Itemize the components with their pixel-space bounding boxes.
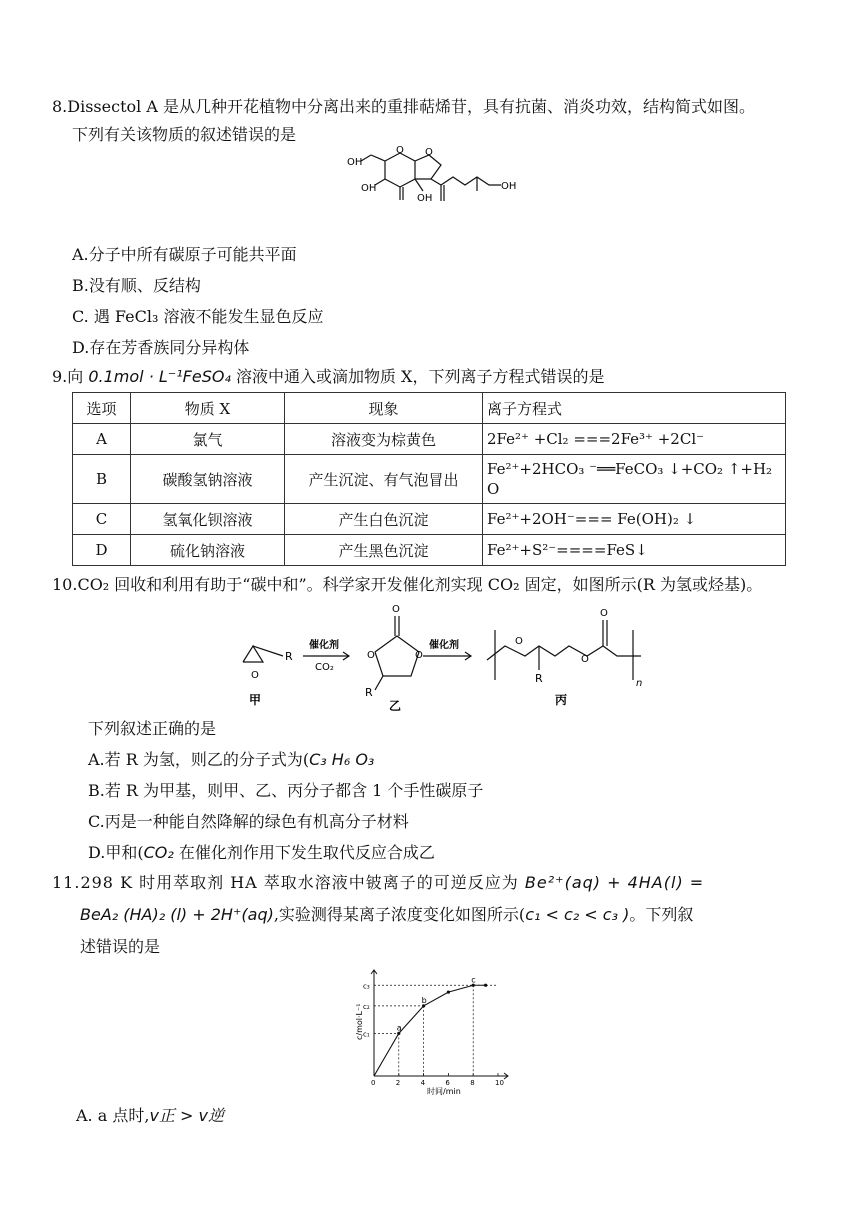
q10-lead: 下列叙述正确的是: [88, 719, 217, 738]
chart-point-label: a: [396, 1023, 402, 1033]
q11-concentration-chart: [352, 962, 522, 1096]
q8-option-a: A.分子中所有碳原子可能共平面: [72, 245, 297, 264]
svg-text:O: O: [581, 654, 589, 665]
q11-line2-formula: BeA₂ (HA)₂ (l) + 2H⁺(aq): [80, 905, 274, 924]
q9-stem-formula: 0.1mol · L⁻¹FeSO₄: [88, 367, 231, 386]
q8-option-c: C. 遇 FeCl₃ 溶液不能发生显色反应: [72, 307, 324, 326]
svg-text:O: O: [515, 636, 523, 647]
q9-stem: [52, 366, 604, 388]
q8-stem-line2: 下列有关该物质的叙述错误的是: [72, 125, 297, 144]
row-phenomenon: 产生黑色沉淀: [285, 535, 483, 566]
chart-point: [447, 991, 450, 994]
q11-line2-suffix: 。下列叙: [629, 905, 694, 924]
table-row: [73, 455, 786, 504]
q10-option-d-formula: CO₂: [143, 843, 174, 862]
q10-option-d: [88, 842, 435, 864]
q9-stem-prefix: 9.向: [52, 367, 89, 386]
q8-label-o-ring1: O: [396, 145, 404, 156]
scheme-label-yi: 乙: [389, 699, 402, 712]
table-row: [73, 424, 786, 455]
row-equation: Fe²⁺+2HCO₃ ⁻══FeCO₃ ↓+CO₂ ↑+H₂O: [483, 455, 786, 504]
row-equation: 2Fe²⁺ +Cl₂ ===2Fe³⁺ +2Cl⁻: [483, 424, 786, 455]
row-equation: Fe²⁺+2OH⁻=== Fe(OH)₂ ↓: [483, 504, 786, 535]
scheme-r1: R: [285, 650, 293, 663]
table-header-row: [73, 393, 786, 424]
chart-x-tick-label: 4: [420, 1079, 426, 1087]
q10-option-a-prefix: A.若 R 为氢，则乙的分子式为(: [88, 750, 310, 769]
scheme-reagent1: CO₂: [315, 662, 334, 673]
chart-y-tick-label: c₂: [363, 1002, 370, 1011]
chart-y-tick-label: c₁: [363, 1030, 370, 1039]
header-equation: 离子方程式: [483, 393, 786, 424]
q10-option-a-formula: C₃ H₆ O₃: [309, 750, 375, 769]
header-substance: 物质 X: [131, 393, 285, 424]
chart-x-tick-label: 2: [395, 1079, 401, 1087]
scheme-r2: R: [365, 686, 373, 699]
q8-option-b: B.没有顺、反结构: [72, 276, 201, 295]
table-row: [73, 504, 786, 535]
row-phenomenon: 产生沉淀、有气泡冒出: [285, 455, 483, 504]
q8-label-oh1: OH: [347, 157, 363, 168]
q11-line1-prefix: 11.298 K 时用萃取剂 HA 萃取水溶液中铍离子的可逆反应为: [52, 873, 525, 892]
header-option: 选项: [73, 393, 131, 424]
q8-label-oh3: OH: [417, 193, 433, 204]
q11-line3: 述错误的是: [80, 937, 161, 956]
row-substance: 硫化钠溶液: [131, 535, 285, 566]
svg-text:O: O: [415, 650, 423, 661]
chart-x-tick-label: 6: [445, 1079, 450, 1087]
q11-line2-cond: c₁ < c₂ < c₃ ): [525, 905, 630, 924]
chart-point-label: c: [471, 975, 476, 985]
q8-structure-figure: [345, 145, 525, 217]
q11-option-a: [76, 1105, 224, 1127]
q9-table: [72, 392, 786, 566]
chart-x-tick-label: 0: [371, 1079, 376, 1087]
table-row: [73, 535, 786, 566]
scheme-n: n: [636, 678, 643, 689]
q8-label-o-ring2: O: [425, 147, 433, 158]
row-phenomenon: 溶液变为棕黄色: [285, 424, 483, 455]
q10-option-c: C.丙是一种能自然降解的绿色有机高分子材料: [88, 812, 409, 831]
svg-text:O: O: [251, 670, 259, 681]
chart-x-tick-label: 8: [470, 1079, 475, 1087]
scheme-r3: R: [535, 672, 543, 685]
row-option: C: [73, 504, 131, 535]
row-substance: 碳酸氢钠溶液: [131, 455, 285, 504]
q10-option-b: B.若 R 为甲基，则甲、乙、丙分子都含 1 个手性碳原子: [88, 781, 484, 800]
scheme-catalyst1: 催化剂: [309, 640, 339, 651]
chart-point-label: b: [421, 995, 427, 1005]
q10-option-a: [88, 749, 374, 771]
svg-text:O: O: [392, 604, 400, 615]
row-phenomenon: 产生白色沉淀: [285, 504, 483, 535]
q10-option-d-suffix: 在催化剂作用下发生取代反应合成乙: [173, 843, 435, 862]
q10-reaction-scheme: [225, 600, 645, 712]
q11-option-a-formula: v正 > v逆: [149, 1106, 224, 1125]
svg-text:O: O: [367, 650, 375, 661]
q11-line1-formula: Be²⁺(aq) + 4HA(l) =: [524, 873, 705, 892]
row-option: D: [73, 535, 131, 566]
q10-option-d-prefix: D.甲和(: [88, 843, 144, 862]
chart-y-axis-label: c/mol·L⁻¹: [355, 1003, 364, 1040]
row-substance: 氢氧化钡溶液: [131, 504, 285, 535]
chart-x-tick-label: 10: [495, 1079, 504, 1087]
row-option: A: [73, 424, 131, 455]
chart-point: [484, 984, 487, 987]
q8-option-d: D.存在芳香族同分异构体: [72, 338, 250, 357]
q8-label-oh4: OH: [501, 181, 517, 192]
row-equation: Fe²⁺+S²⁻====FeS↓: [483, 535, 786, 566]
scheme-label-bing: 丙: [555, 693, 568, 707]
q8-stem-line1: 8.Dissectol A 是从几种开花植物中分离出来的重排萜烯苷，具有抗菌、消炎功效，结构简式如图。: [52, 97, 755, 116]
chart-y-tick-label: c₃: [363, 982, 370, 991]
q11-line2: [80, 904, 693, 926]
q11-line1: [52, 872, 704, 894]
q10-stem: 10.CO₂ 回收和利用有助于“碳中和”。科学家开发催化剂实现 CO₂ 固定，如图所示(R 为氢或烃基)。: [52, 575, 763, 594]
scheme-label-jia: 甲: [249, 693, 262, 707]
row-option: B: [73, 455, 131, 504]
q11-line2-mid: ,实验测得某离子浓度变化如图所示(: [273, 905, 526, 924]
svg-text:O: O: [600, 608, 608, 619]
row-substance: 氯气: [131, 424, 285, 455]
q8-label-oh2: OH: [361, 183, 377, 194]
q11-option-a-prefix: A. a 点时,: [76, 1106, 150, 1125]
chart-x-axis-label: 时间/min: [427, 1087, 461, 1096]
scheme-catalyst2: 催化剂: [429, 640, 459, 651]
header-phenomenon: 现象: [285, 393, 483, 424]
chart-series-line: [374, 985, 486, 1076]
q9-stem-suffix: 溶液中通入或滴加物质 X，下列离子方程式错误的是: [230, 367, 605, 386]
